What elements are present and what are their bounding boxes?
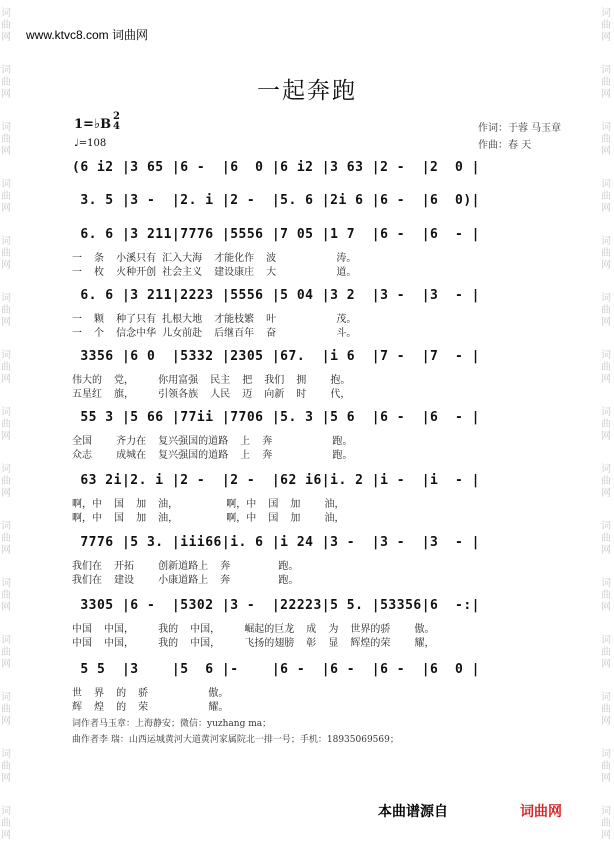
watermark-char: 曲 xyxy=(601,818,611,829)
watermark-char: 网 xyxy=(1,602,11,613)
watermark-char: 曲 xyxy=(601,647,611,658)
watermark-char: 曲 xyxy=(1,761,11,772)
lyric-line: 我们在 建设 小康道路上 奔 跑。 xyxy=(72,575,299,586)
watermark-char: 网 xyxy=(601,830,611,841)
watermark-char: 词 xyxy=(601,293,611,304)
watermark-char: 网 xyxy=(1,260,11,271)
watermark-char: 词 xyxy=(601,806,611,817)
watermark-char: 曲 xyxy=(1,134,11,145)
author-contact xyxy=(72,716,399,748)
notation-row: 63 2i|2. i |2 - |2 - |62 i6|i. 2 |i - |i - | xyxy=(72,473,481,488)
watermark-char: 词 xyxy=(1,8,11,19)
notation-row: 5 5 |3 |5 6 |- |6 - |6 - |6 - |6 0 | xyxy=(72,662,481,677)
lyric-line: 一 枚 火种开创 社会主义 建设康庄 大 道。 xyxy=(72,267,357,278)
watermark-char: 曲 xyxy=(601,77,611,88)
lyric-line: 一 个 信念中华 儿女前赴 后继百年 奋 斗。 xyxy=(72,328,357,339)
watermark-char: 曲 xyxy=(1,533,11,544)
watermark-char: 网 xyxy=(1,431,11,442)
watermark-char: 网 xyxy=(1,830,11,841)
watermark-char: 网 xyxy=(601,602,611,613)
lyric-line: 一 条 小溪只有 汇入大海 才能化作 波 涛。 xyxy=(72,253,357,264)
watermark-char: 曲 xyxy=(1,362,11,373)
watermark-char: 词 xyxy=(1,806,11,817)
watermark-char: 词 xyxy=(601,122,611,133)
watermark-char: 曲 xyxy=(1,20,11,31)
watermark-char: 曲 xyxy=(1,191,11,202)
watermark-char: 词 xyxy=(1,578,11,589)
watermark-char: 词 xyxy=(1,236,11,247)
watermark-char: 词 xyxy=(1,749,11,760)
key-signature: 1=♭B xyxy=(74,117,112,132)
watermark-char: 曲 xyxy=(601,362,611,373)
watermark-char: 词 xyxy=(1,293,11,304)
watermark-char: 网 xyxy=(1,317,11,328)
watermark-char: 网 xyxy=(601,260,611,271)
watermark-char: 网 xyxy=(601,89,611,100)
watermark-char: 网 xyxy=(1,146,11,157)
composer-contact: 曲作者李 瑞：山西运城黄河大道黄河家属院北一排一号；手机：18935069569； xyxy=(72,735,399,745)
page-title: 一起奔跑 xyxy=(257,78,357,104)
watermark-char: 网 xyxy=(1,89,11,100)
watermark-char: 曲 xyxy=(601,419,611,430)
source-label: 本曲谱源自 xyxy=(378,804,448,820)
watermark-char: 词 xyxy=(601,635,611,646)
watermark-char: 曲 xyxy=(1,590,11,601)
watermark-right xyxy=(600,0,614,850)
watermark-char: 词 xyxy=(1,464,11,475)
watermark-char: 曲 xyxy=(1,77,11,88)
watermark-char: 曲 xyxy=(601,305,611,316)
watermark-char: 网 xyxy=(1,545,11,556)
lyric-line: 众志 成城在 复兴强国的道路 上 奔 跑。 xyxy=(72,450,353,461)
lyric-line: 啊，中 国 加 油， 啊，中 国 加 油， xyxy=(72,513,345,524)
watermark-char: 曲 xyxy=(601,20,611,31)
watermark-char: 曲 xyxy=(601,248,611,259)
watermark-char: 曲 xyxy=(601,476,611,487)
watermark-char: 词 xyxy=(601,236,611,247)
watermark-char: 曲 xyxy=(601,761,611,772)
lyric-line: 啊，中 国 加 油， 啊，中 国 加 油， xyxy=(72,499,345,510)
watermark-char: 曲 xyxy=(601,134,611,145)
notation-row: (6 i2 |3 65 |6 - |6 0 |6 i2 |3 63 |2 - |2 0 | xyxy=(72,160,481,175)
lyricist-credit: 作词：于蓉 马玉章 xyxy=(478,123,562,134)
watermark-char: 曲 xyxy=(1,476,11,487)
watermark-char: 网 xyxy=(1,659,11,670)
brand-logo[interactable]: 词曲网 xyxy=(520,804,562,820)
watermark-char: 网 xyxy=(601,545,611,556)
lyricist-contact: 词作者马玉章：上海静安；微信：yuzhang ma； xyxy=(72,719,272,729)
site-url: www.ktvc8.com 词曲网 xyxy=(26,28,149,42)
watermark-char: 词 xyxy=(601,692,611,703)
watermark-char: 词 xyxy=(601,521,611,532)
watermark-char: 网 xyxy=(1,374,11,385)
watermark-char: 曲 xyxy=(601,590,611,601)
watermark-char: 词 xyxy=(1,635,11,646)
watermark-char: 词 xyxy=(601,464,611,475)
watermark-char: 词 xyxy=(1,122,11,133)
watermark-char: 网 xyxy=(601,146,611,157)
lyric-line: 世 界 的 骄 傲。 xyxy=(72,688,229,699)
watermark-char: 网 xyxy=(601,431,611,442)
lyric-line: 五星红 旗， 引领各族 人民 迈 向新 时 代， xyxy=(72,389,351,400)
notation-row: 7776 |5 3. |iii66|i. 6 |i 24 |3 - |3 - |3 - | xyxy=(72,535,481,550)
watermark-char: 曲 xyxy=(1,419,11,430)
watermark-char: 网 xyxy=(1,716,11,727)
watermark-char: 网 xyxy=(1,488,11,499)
watermark-char: 曲 xyxy=(601,191,611,202)
watermark-char: 词 xyxy=(1,521,11,532)
lyric-line: 全国 齐力在 复兴强国的道路 上 奔 跑。 xyxy=(72,436,353,447)
watermark-char: 网 xyxy=(601,716,611,727)
watermark-char: 网 xyxy=(601,32,611,43)
watermark-char: 网 xyxy=(601,488,611,499)
watermark-char: 网 xyxy=(1,773,11,784)
watermark-char: 网 xyxy=(601,203,611,214)
watermark-char: 词 xyxy=(601,179,611,190)
meter-top: 2 xyxy=(113,111,120,122)
watermark-char: 网 xyxy=(601,773,611,784)
watermark-char: 曲 xyxy=(1,818,11,829)
watermark-char: 曲 xyxy=(1,647,11,658)
watermark-char: 词 xyxy=(1,179,11,190)
watermark-char: 网 xyxy=(1,203,11,214)
notation-row: 6. 6 |3 211|2223 |5556 |5 04 |3 2 |3 - |3 - | xyxy=(72,288,481,303)
watermark-char: 词 xyxy=(1,65,11,76)
composer-credit: 作曲：春 天 xyxy=(478,140,532,151)
watermark-char: 曲 xyxy=(601,704,611,715)
watermark-char: 词 xyxy=(601,350,611,361)
watermark-char: 词 xyxy=(1,407,11,418)
watermark-char: 网 xyxy=(1,32,11,43)
notation-row: 55 3 |5 66 |77ii |7706 |5. 3 |5 6 |6 - |6 - | xyxy=(72,410,481,425)
time-signature xyxy=(113,112,120,132)
lyric-line: 我们在 开拓 创新道路上 奔 跑。 xyxy=(72,561,299,572)
watermark-char: 网 xyxy=(601,659,611,670)
watermark-char: 词 xyxy=(1,692,11,703)
watermark-char: 网 xyxy=(601,317,611,328)
watermark-char: 词 xyxy=(601,749,611,760)
watermark-char: 曲 xyxy=(601,533,611,544)
lyric-line: 一 颗 种了只有 扎根大地 才能枝繁 叶 茂。 xyxy=(72,314,357,325)
watermark-char: 词 xyxy=(601,407,611,418)
watermark-char: 词 xyxy=(601,578,611,589)
notation-row: 3. 5 |3 - |2. i |2 - |5. 6 |2i 6 |6 - |6 0)| xyxy=(72,193,481,208)
lyric-line: 中国 中国， 我的 中国， 飞扬的翅膀 彰 显 辉煌的荣 耀， xyxy=(72,638,435,649)
watermark-char: 曲 xyxy=(1,305,11,316)
watermark-char: 网 xyxy=(601,374,611,385)
meter-bottom: 4 xyxy=(113,121,120,132)
lyric-line: 辉 煌 的 荣 耀。 xyxy=(72,702,229,713)
watermark-char: 词 xyxy=(1,350,11,361)
watermark-char: 词 xyxy=(601,8,611,19)
notation-row: 3305 |6 - |5302 |3 - |22223|5 5. |53356|6 -:| xyxy=(72,598,481,613)
watermark-left xyxy=(0,0,14,850)
lyric-line: 伟大的 党， 你用富强 民主 把 我们 拥 抱。 xyxy=(72,375,351,386)
lyric-line: 中国 中国， 我的 中国， 崛起的巨龙 成 为 世界的骄 傲。 xyxy=(72,624,435,635)
watermark-char: 词 xyxy=(601,65,611,76)
tempo-marking: ♩=108 xyxy=(74,138,107,149)
credits xyxy=(478,120,561,154)
watermark-char: 曲 xyxy=(1,248,11,259)
watermark-char: 曲 xyxy=(1,704,11,715)
notation-row: 3356 |6 0 |5332 |2305 |67. |i 6 |7 - |7 - | xyxy=(72,349,481,364)
notation-row: 6. 6 |3 211|7776 |5556 |7 05 |1 7 |6 - |6 - | xyxy=(72,227,481,242)
